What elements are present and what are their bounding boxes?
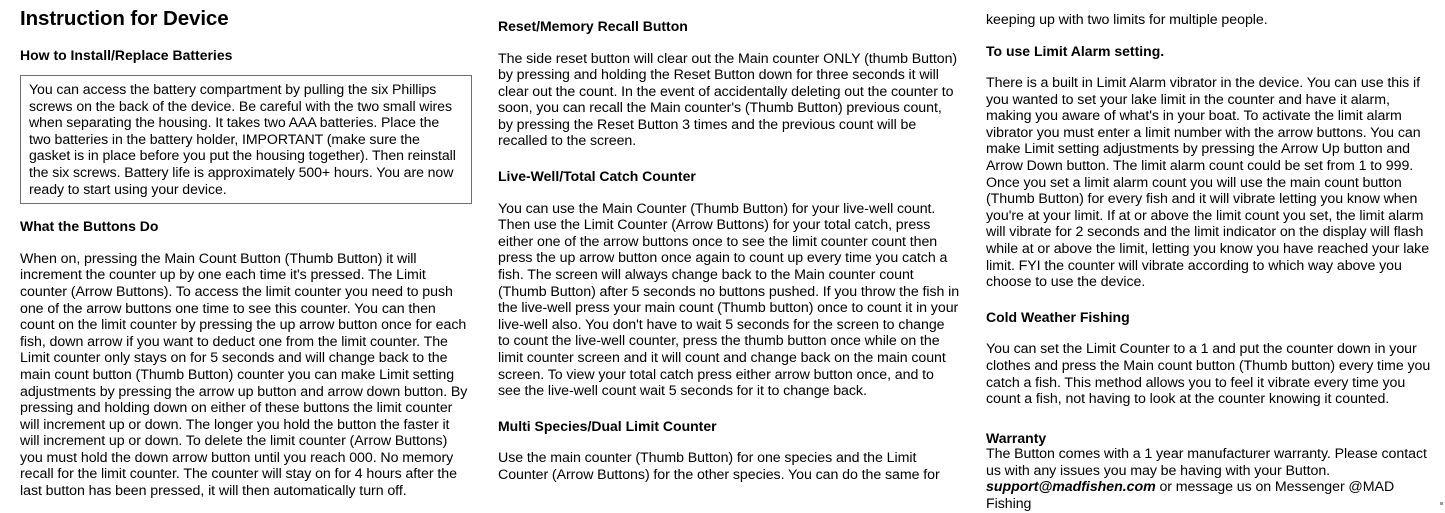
batteries-callout-box	[20, 75, 472, 204]
column-three	[986, 0, 1438, 513]
spacer	[20, 63, 472, 75]
live-well-total-catch-text: You can use the Main Counter (Thumb Button) for your live-well count. Then use the Limit Counter (Arrow Buttons) for your total catch, press either one of the arrow buttons once to see the limit counter count then press the up arrow button once again to count up every time you catch a fish. The screen will always change back to the Main counter count (Thumb Button) after 5 seconds no buttons pushed. If you throw the fish in the live-well press your main count (Thumb button) once to count it in your live-well also. You don't have to wait 5 seconds for the screen to change to count the live-well counter, press the thumb button once while on the limit counter screen and it will count and change back on the main count screen. To view your total catch press either arrow button once, and to see the live-well count wait 5 seconds for it to change back.	[498, 200, 960, 400]
column-two	[498, 0, 960, 483]
page-corner-mark	[1440, 502, 1443, 505]
spacer	[498, 400, 960, 418]
support-email-link[interactable]: support@madfishen.com	[986, 479, 1156, 496]
heading-live-well-total-catch-counter: Live-Well/Total Catch Counter	[498, 168, 696, 185]
spacer	[498, 150, 960, 168]
spacer	[498, 35, 960, 51]
heading-to-use-limit-alarm-setting: To use Limit Alarm setting.	[986, 42, 1165, 59]
what-the-buttons-do-text: When on, pressing the Main Count Button (Thumb Button) it will increment the counter up by one each time it's pressed. The Limit counter (Arrow Buttons). To access the limit counter you need to push one of the arrow buttons one time to see this counter. You can then count on the limit counter by pressing the up arrow button once for each fish, down arrow if you want to deduct one from the limit counter. The Limit counter only stays on for 5 seconds and will change back to the main count button (Thumb Button) counter you can make Limit setting adjustments by pressing the arrow up button and arrow down button. By pressing and holding down on either of these buttons the limit counter will increment up or down. The longer you hold the button the faster it will increment up or down. To delete the limit counter (Arrow Buttons) you must hold the down arrow button until you reach 000. No memory recall for the limit counter. The counter will stay on for 4 hours after the last button has been pressed, it will then automatically turn off.	[20, 250, 468, 500]
batteries-box-text: You can access the battery compartment by pulling the six Phillips screws on the back of the device. Be careful with the two small wires when separating the housing. It takes two AAA batteries. Place the two batteries in the battery holder, IMPORTANT (make sure the gasket is in place before you put the housing together). Then reinstall the six screws. Battery life is approximately 500+ hours. You are now ready to start using your device.	[29, 81, 456, 197]
spacer	[986, 29, 1438, 43]
heading-what-the-buttons-do: What the Buttons Do	[20, 218, 159, 235]
limit-alarm-setting-text: There is a built in Limit Alarm vibrator in the device. You can use this if you wanted to set your lake limit in the counter and have it alarm, making you aware of what's in your boat. To activate the limit alarm vibrator you must enter a limit number with the arrow buttons. You can make Limit setting adjustments by pressing the Arrow Up button and Arrow Down button. The limit alarm count could be set from 1 to 999. Once you set a limit alarm count you will use the main count button (Thumb Button) for every fish and it will vibrate letting you know when you're at your limit. If at or above the limit count you set, the limit alarm will vibrate for 2 seconds and the limit indicator on the display will flash while at or above the limit, letting you know you have reached your lake limit. FYI the counter will vibrate according to which way above you choose to use the device.	[986, 75, 1430, 291]
spacer	[20, 235, 472, 251]
page-title: Instruction for Device	[20, 7, 229, 30]
heading-cold-weather-fishing: Cold Weather Fishing	[986, 308, 1130, 325]
spacer	[986, 0, 1438, 12]
column-one	[20, 0, 472, 500]
heading-multi-species-dual-limit-counter: Multi Species/Dual Limit Counter	[498, 417, 717, 434]
heading-warranty: Warranty	[986, 429, 1047, 446]
spacer	[498, 0, 960, 18]
warranty-text-after: or message us on Messenger @MAD Fishing	[986, 479, 1395, 513]
spacer	[498, 185, 960, 201]
multi-species-dual-limit-text: Use the main counter (Thumb Button) for one species and the Limit Counter (Arrow Buttons) for the other species. You can do the same for	[498, 450, 940, 483]
spacer	[986, 408, 1438, 430]
spacer	[498, 434, 960, 450]
warranty-text	[986, 446, 1438, 512]
spacer	[20, 31, 472, 47]
spacer	[986, 291, 1438, 309]
reset-memory-recall-text: The side reset button will clear out the Main counter ONLY (thumb Button) by pressing and holding the Reset Button down for three seconds it will clear out the count. In the event of accidentally deleting out the counter to soon, you can recall the Main counter's (Thumb Button) previous count, by pressing the Reset Button 3 times and the previous count will be recalled to the screen.	[498, 50, 958, 150]
continuation-text: keeping up with two limits for multiple people.	[986, 12, 1268, 28]
spacer	[986, 59, 1438, 75]
warranty-text-before: The Button comes with a 1 year manufacturer warranty. Please contact us with any issues you may be having with your Button.	[986, 446, 1427, 479]
spacer	[986, 325, 1438, 341]
heading-reset-memory-recall-button: Reset/Memory Recall Button	[498, 18, 688, 34]
spacer	[20, 204, 472, 218]
cold-weather-fishing-text: You can set the Limit Counter to a 1 and put the counter down in your clothes and press the Main count button (Thumb button) every time you catch a fish. This method allows you to feel it vibrate every time you count a fish, not having to look at the counter knowing it counted.	[986, 341, 1431, 408]
heading-install-replace-batteries: How to Install/Replace Batteries	[20, 46, 233, 63]
